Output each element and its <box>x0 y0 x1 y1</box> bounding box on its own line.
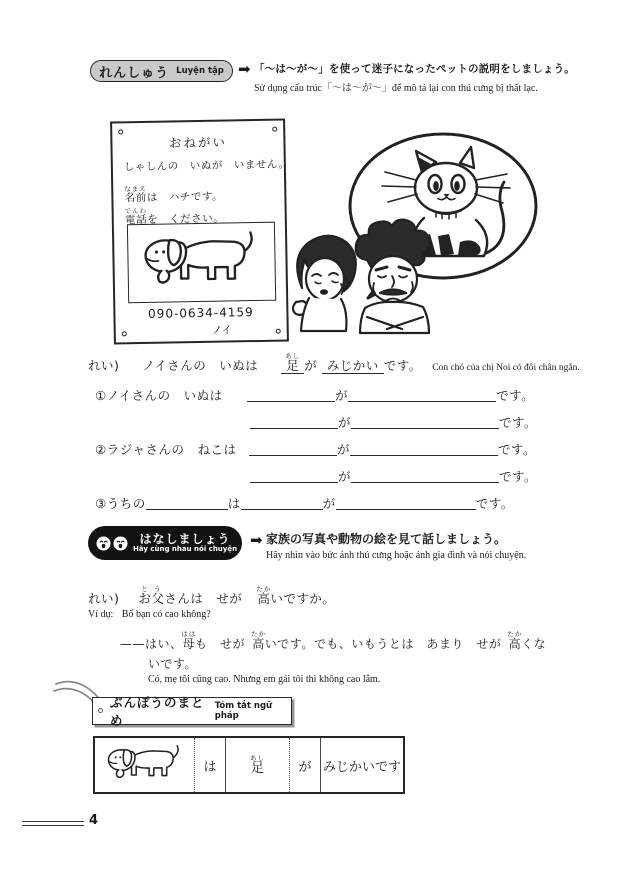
arrow-right-icon: ➡ <box>250 531 263 549</box>
grammar-pattern-table <box>93 736 405 794</box>
pets-illustration-scene <box>288 126 540 348</box>
footer-rule <box>22 821 84 826</box>
dialogue-a-mid1: も せが <box>195 637 246 651</box>
exercise-row-3 <box>95 494 514 512</box>
dialogue-answer-vi: Có, mẹ tôi cũng cao. Nhưng em gái tôi thì không cao lắm. <box>148 674 381 685</box>
example-ending: です。 <box>383 358 422 373</box>
example-translation-vi: Con chó của chị Noi có đôi chân ngắn. <box>432 363 580 373</box>
crying-woman-illustration <box>293 236 356 331</box>
talking-faces-icon <box>96 536 128 551</box>
poster-phone-furigana: でんわ <box>124 206 148 216</box>
ruby-ashi <box>285 352 301 373</box>
exercise-3-blank-0 <box>146 497 228 510</box>
exercise-2-number: ② <box>95 442 107 457</box>
ruby-takai-a2 <box>507 630 523 651</box>
exercise-3-wa: は <box>227 496 241 511</box>
dialogue-q-vi-text: Bố bạn có cao không? <box>121 609 211 620</box>
tag-hole <box>98 708 103 713</box>
exercise-1-number: ① <box>95 388 107 403</box>
grammar-tag-label-jp: ぶんぽうのまとめ <box>110 695 205 728</box>
talk-tab-label-vi: Hãy cùng nhau nói chuyện <box>133 544 238 553</box>
exercise-2-blank-1 <box>249 443 337 456</box>
example-sentence <box>88 352 580 374</box>
dialogue-q-end: いですか。 <box>270 591 336 606</box>
ruby-haha <box>181 630 197 651</box>
poster-name-furigana: なまえ <box>124 184 147 194</box>
exercise-3-number: ③ <box>95 496 107 511</box>
exercise-row-2 <box>95 440 536 458</box>
talking-face-icon <box>96 536 111 551</box>
dialogue-q-vi-label: Ví dụ: <box>88 609 114 620</box>
ruby-takai-a1 <box>251 630 267 651</box>
poster-tack-hole <box>122 331 127 336</box>
grammar-tag-label-vi: Tóm tắt ngữ pháp <box>214 701 273 721</box>
exercise-1-blank-2 <box>348 389 496 402</box>
poster-signature: ノイ <box>211 324 232 337</box>
page-number: 4 <box>89 813 99 828</box>
grammar-summary-tag <box>92 695 292 728</box>
exercise-2b-blank-2 <box>351 470 499 483</box>
example-answer1-furigana: あし <box>285 352 301 360</box>
exercise-2b-ga: が <box>338 469 352 484</box>
exercise-3-ga: が <box>322 496 336 511</box>
exercise-3-blank-1 <box>241 497 323 510</box>
exercise-2-ga: が <box>336 442 350 457</box>
exercise-row-1b <box>250 413 537 431</box>
exercise-2-blank-2 <box>350 443 498 456</box>
dialogue-a-furigana1: はは <box>181 630 197 638</box>
exercise-3-ending: です。 <box>475 496 514 511</box>
practice-instruction-jp: 「〜は〜が〜」を使って迷子になったペットの説明をしましょう。 <box>254 63 575 75</box>
poster-name-kanji: 名前 <box>124 191 148 205</box>
exercise-1b-ga: が <box>338 415 352 430</box>
table-cell-ga: が <box>290 738 321 792</box>
dialogue-q-kanji1: お父 <box>138 591 165 606</box>
dialogue-q-furigana1: とう <box>138 585 165 593</box>
practice-section-tab <box>90 60 233 82</box>
dachshund-dog-illustration <box>132 226 271 298</box>
dialogue-q-kanji2: 高 <box>256 591 272 606</box>
exercise-2-ending: です。 <box>497 442 536 457</box>
poster-line-1: しゃしんの いぬが いません。 <box>123 158 290 174</box>
dialogue-a-mid2: いです。でも、いもうとは あまり せが <box>264 637 502 651</box>
dialogue-question-vi <box>88 609 211 620</box>
dialogue-a-furigana3: たか <box>507 630 523 638</box>
exercise-2-lead: ラジャさんの ねこは <box>106 442 237 457</box>
lost-pet-poster <box>110 118 289 344</box>
example-label: れい) <box>88 358 120 373</box>
dialogue-q-furigana2: たか <box>256 585 272 593</box>
ruby-otou <box>138 585 165 606</box>
dialogue-answer-dash: —— <box>120 637 145 651</box>
poster-phone-number: 090-0634-4159 <box>147 305 254 321</box>
table-cell-predicate: みじかいです <box>322 759 401 775</box>
exercise-row-1 <box>95 386 534 404</box>
talk-instruction-vi: Hãy nhìn vào bức ảnh thú cưng hoặc ảnh gia đình và nói chuyện. <box>266 550 527 561</box>
exercise-1-ending: です。 <box>496 388 535 403</box>
poster-tack-hole <box>276 329 281 334</box>
talk-tab-label-jp: はなしましょう <box>139 531 231 546</box>
talk-section-tab <box>88 526 242 560</box>
dialogue-question <box>88 585 335 607</box>
dialogue-example-label: れい) <box>88 591 120 606</box>
practice-tab-label-vi: Luyện tập <box>176 66 224 76</box>
talk-instruction-jp: 家族の写真や動物の絵を見て話しましょう。 <box>266 532 507 546</box>
example-answer-1 <box>281 352 304 374</box>
exercise-1b-ending: です。 <box>499 415 538 430</box>
dialogue-a-kanji1: 母 <box>181 637 197 651</box>
practice-instruction-vi: Sử dụng cấu trúc「〜は〜が〜」để mô tả lại con thú cưng bị thất lạc. <box>254 83 538 94</box>
ruby-ashi-table <box>250 754 265 776</box>
exercise-1-lead: ノイさんの いぬは <box>106 388 223 403</box>
dialogue-answer-line2 <box>148 655 197 672</box>
poster-phone-rest: を ください。 <box>147 212 225 226</box>
ruby-namae <box>124 184 148 205</box>
example-particle-ga: が <box>304 358 318 373</box>
exercise-3-lead: うちの <box>106 496 146 511</box>
example-answer1-kanji: 足 <box>285 358 301 373</box>
dachshund-dog-illustration-small <box>101 742 189 788</box>
dialogue-a-furigana2: たか <box>251 630 267 638</box>
talking-face-icon <box>113 536 128 551</box>
exercise-1-ga: が <box>335 388 349 403</box>
poster-phone-kanji: 電話 <box>124 213 148 227</box>
practice-tab-label-jp: れんしゅう <box>99 65 170 81</box>
exercise-row-2b <box>250 467 537 485</box>
table-noun-furigana: あし <box>250 754 265 762</box>
dialogue-a-start: はい、 <box>145 637 183 651</box>
table-noun-kanji: 足 <box>250 761 265 776</box>
table-cell-dog <box>95 738 195 792</box>
poster-name-rest: は ハチです。 <box>146 190 224 204</box>
example-subject: ノイさんの いぬは <box>142 358 259 373</box>
exercise-2b-blank-1 <box>250 470 338 483</box>
poster-title: おねがい <box>168 134 228 151</box>
table-cell-wa: は <box>195 738 226 792</box>
arrow-right-icon: ➡ <box>238 60 251 78</box>
dialogue-a-end: くな <box>521 637 547 651</box>
exercise-3-blank-2 <box>336 497 476 510</box>
dialogue-q-mid: さんは せが <box>164 591 243 606</box>
exercise-1-blank-1 <box>247 389 335 402</box>
exercise-1b-blank-2 <box>351 416 499 429</box>
dialogue-answer-line1 <box>120 630 546 652</box>
dialogue-a-kanji2: 高 <box>251 637 267 651</box>
ruby-takai-q <box>256 585 272 606</box>
poster-photo-frame <box>127 222 276 304</box>
poster-line-2 <box>124 184 223 206</box>
exercise-2b-ending: です。 <box>499 469 538 484</box>
example-answer-2: みじかい <box>322 358 384 374</box>
exercise-1b-blank-1 <box>250 416 338 429</box>
dialogue-a-kanji3: 高 <box>507 637 523 651</box>
table-cell-ashi <box>226 738 290 792</box>
dialogue-a-wrap: いです。 <box>148 657 198 671</box>
